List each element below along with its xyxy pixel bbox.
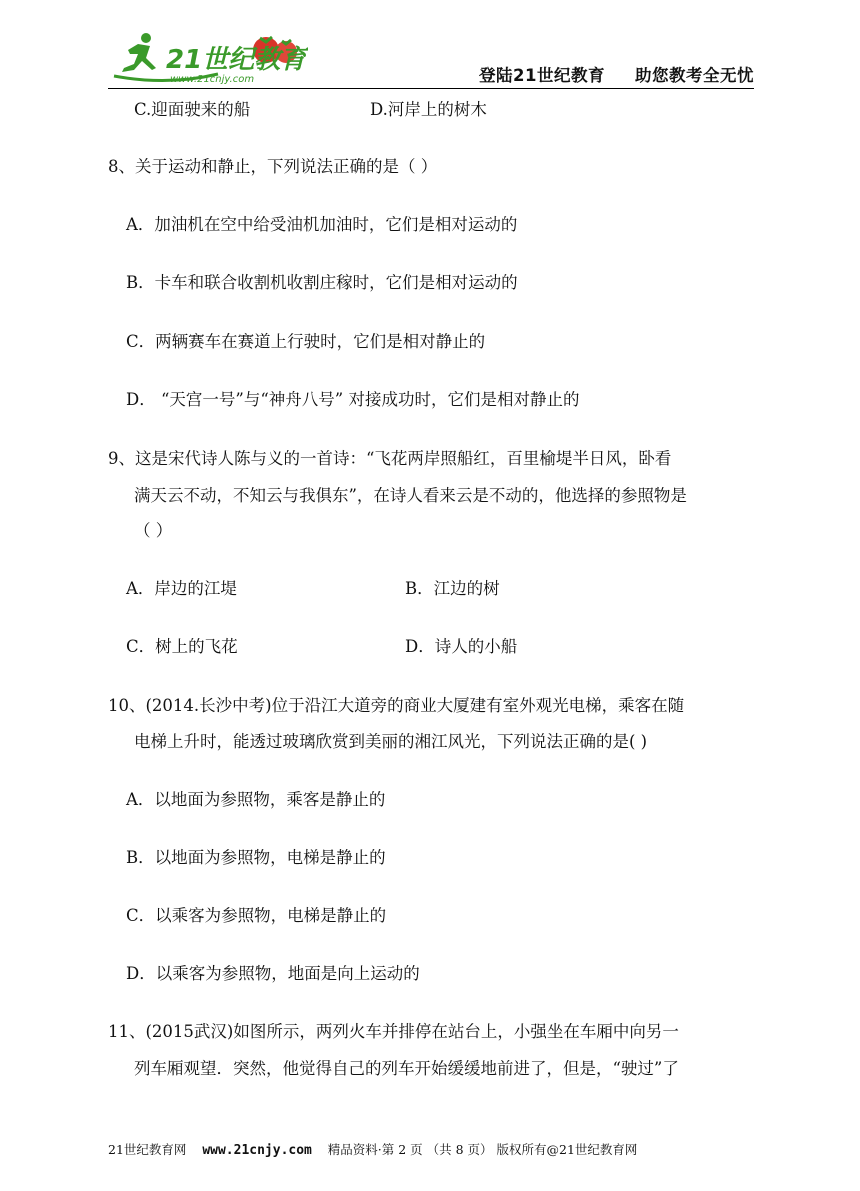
page-header bbox=[108, 28, 754, 90]
footer-site-name: 21世纪教育网 bbox=[108, 1142, 187, 1157]
q9-option-c: C．树上的飞花 bbox=[126, 637, 238, 656]
q8-stem: 8、关于运动和静止，下列说法正确的是（ ） bbox=[108, 157, 438, 176]
q8-option-b: B．卡车和联合收割机收割庄稼时，它们是相对运动的 bbox=[126, 273, 518, 292]
q9-option-a: A．岸边的江堤 bbox=[126, 579, 237, 598]
page-footer bbox=[108, 1140, 758, 1158]
q10-option-d: D．以乘客为参照物，地面是向上运动的 bbox=[126, 964, 420, 983]
q7-option-d: D.河岸上的树木 bbox=[370, 100, 487, 119]
footer-site-url[interactable]: www.21cnjy.com bbox=[202, 1143, 312, 1158]
header-slogan bbox=[479, 62, 754, 86]
slogan-left: 登陆21世纪教育 bbox=[479, 66, 605, 85]
footer-page-info: 精品资料·第 2 页 （共 8 页） 版权所有@21世纪教育网 bbox=[327, 1142, 638, 1157]
svg-text:www.21cnjy.com: www.21cnjy.com bbox=[170, 74, 255, 85]
q11-stem-line-2: 列车厢观望．突然，他觉得自己的列车开始缓缓地前进了，但是，“驶过”了 bbox=[134, 1059, 679, 1078]
q10-stem-line-2: 电梯上升时，能透过玻璃欣赏到美丽的湘江风光，下列说法正确的是( ) bbox=[134, 732, 648, 751]
q8-option-d: D． “天宫一号”与“神舟八号” 对接成功时，它们是相对静止的 bbox=[126, 390, 580, 409]
svg-text:21世纪教育: 21世纪教育 bbox=[166, 45, 307, 75]
q9-option-d: D．诗人的小船 bbox=[405, 637, 518, 656]
header-divider bbox=[108, 88, 754, 89]
q8-option-c: C．两辆赛车在赛道上行驶时，它们是相对静止的 bbox=[126, 332, 486, 351]
q10-stem-line-1: 10、(2014.长沙中考)位于沿江大道旁的商业大厦建有室外观光电梯，乘客在随 bbox=[108, 696, 685, 715]
slogan-right: 助您教考全无忧 bbox=[635, 66, 754, 85]
q7-option-c: C.迎面驶来的船 bbox=[134, 100, 251, 119]
logo-21cnjy bbox=[108, 28, 308, 86]
q8-option-a: A．加油机在空中给受油机加油时，它们是相对运动的 bbox=[126, 215, 518, 234]
q10-option-b: B．以地面为参照物，电梯是静止的 bbox=[126, 848, 386, 867]
q9-stem-line-3: （ ） bbox=[134, 521, 173, 540]
q9-stem-line-1: 9、这是宋代诗人陈与义的一首诗：“飞花两岸照船红，百里榆堤半日风，卧看 bbox=[108, 449, 672, 468]
q10-option-a: A．以地面为参照物，乘客是静止的 bbox=[126, 790, 386, 809]
q9-option-b: B．江边的树 bbox=[405, 579, 500, 598]
q9-stem-line-2: 满天云不动，不知云与我俱东”，在诗人看来云是不动的，他选择的参照物是 bbox=[134, 486, 687, 505]
q11-stem-line-1: 11、(2015武汉)如图所示，两列火车并排停在站台上，小强坐在车厢中向另一 bbox=[108, 1022, 679, 1041]
q10-option-c: C．以乘客为参照物，电梯是静止的 bbox=[126, 906, 387, 925]
